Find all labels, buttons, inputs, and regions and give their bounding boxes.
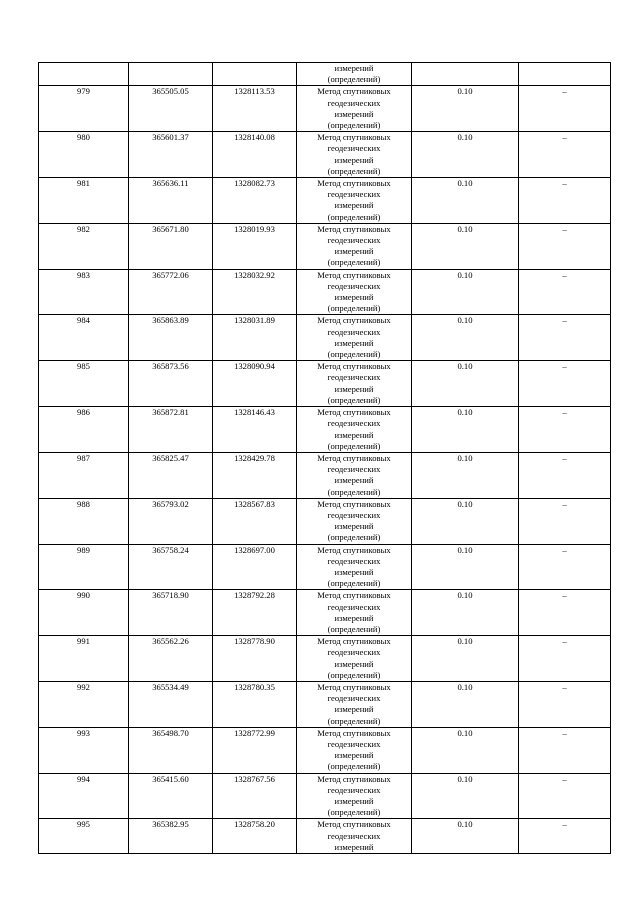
cell-accuracy: 0.10 xyxy=(412,819,519,854)
cell-accuracy: 0.10 xyxy=(412,727,519,773)
cell-x: 365758.24 xyxy=(129,544,213,590)
table-row xyxy=(39,773,611,819)
table-row xyxy=(39,223,611,269)
method-line: Метод спутниковых xyxy=(317,223,391,234)
method-line: измерений xyxy=(334,612,374,623)
method-line: измерений xyxy=(334,383,374,394)
cell-y: 1328140.08 xyxy=(213,132,297,178)
cell-method xyxy=(297,727,412,773)
cell-accuracy: 0.10 xyxy=(412,452,519,498)
coordinates-table xyxy=(38,62,611,854)
method-line: Метод спутниковых xyxy=(317,590,391,601)
method-line: измерений xyxy=(334,796,374,806)
cell-num: 994 xyxy=(39,773,129,819)
method-line: измерений xyxy=(334,108,374,119)
method-line: измерений xyxy=(334,750,374,761)
cell-accuracy: 0.10 xyxy=(412,681,519,727)
method-line: измерений xyxy=(334,704,374,715)
cell-note: – xyxy=(519,727,611,773)
method-line: измерений xyxy=(334,475,374,486)
method-line: измерений xyxy=(334,841,374,852)
method-line: (определений) xyxy=(327,807,381,818)
cell-x: 365382.95 xyxy=(129,819,213,854)
method-line: Метод спутниковых xyxy=(317,269,391,280)
cell-num: 985 xyxy=(39,361,129,407)
cell-y: 1328019.93 xyxy=(213,223,297,269)
method-line: геодезических xyxy=(327,601,381,612)
cell-x: 365772.06 xyxy=(129,269,213,315)
cell-accuracy: 0.10 xyxy=(412,132,519,178)
cell-accuracy: 0.10 xyxy=(412,590,519,636)
cell-y: 1328772.99 xyxy=(213,727,297,773)
cell-num: 993 xyxy=(39,727,129,773)
cell-accuracy: 0.10 xyxy=(412,178,519,224)
method-line: Метод спутниковых xyxy=(317,498,391,509)
cell-y: 1328567.83 xyxy=(213,498,297,544)
table-row xyxy=(39,361,611,407)
cell-method xyxy=(297,544,412,590)
cell-num: 980 xyxy=(39,132,129,178)
method-line: (определений) xyxy=(327,165,381,176)
cell-accuracy xyxy=(412,63,519,86)
cell-x: 365534.49 xyxy=(129,681,213,727)
cell-y: 1328758.20 xyxy=(213,819,297,854)
table-row xyxy=(39,636,611,682)
cell-note: – xyxy=(519,819,611,854)
cell-x: 365601.37 xyxy=(129,132,213,178)
table-row xyxy=(39,819,611,854)
cell-note: – xyxy=(519,178,611,224)
cell-num: 991 xyxy=(39,636,129,682)
method-line: геодезических xyxy=(327,647,381,658)
cell-method xyxy=(297,590,412,636)
table-row xyxy=(39,498,611,544)
method-line: Метод спутниковых xyxy=(317,819,391,830)
cell-accuracy: 0.10 xyxy=(412,773,519,819)
method-line: Метод спутниковых xyxy=(317,86,391,97)
table-row-continuation xyxy=(39,63,611,86)
cell-method xyxy=(297,773,412,819)
cell-note: – xyxy=(519,361,611,407)
method-line: измерений xyxy=(334,658,374,669)
table-row xyxy=(39,86,611,132)
method-line: (определений) xyxy=(327,623,381,634)
method-line: геодезических xyxy=(327,693,381,704)
method-line: геодезических xyxy=(327,784,381,795)
cell-method xyxy=(297,223,412,269)
cell-accuracy: 0.10 xyxy=(412,636,519,682)
cell-note: – xyxy=(519,132,611,178)
cell-num: 983 xyxy=(39,269,129,315)
cell-accuracy: 0.10 xyxy=(412,223,519,269)
method-line: (определений) xyxy=(327,578,381,589)
method-line: Метод спутниковых xyxy=(317,773,391,784)
cell-num: 979 xyxy=(39,86,129,132)
cell-method xyxy=(297,63,412,86)
method-line: геодезических xyxy=(327,464,381,475)
cell-y: 1328031.89 xyxy=(213,315,297,361)
cell-x: 365505.05 xyxy=(129,86,213,132)
cell-x: 365415.60 xyxy=(129,773,213,819)
cell-num: 984 xyxy=(39,315,129,361)
cell-num: 981 xyxy=(39,178,129,224)
table-row xyxy=(39,727,611,773)
cell-note xyxy=(519,63,611,86)
cell-y xyxy=(213,63,297,86)
cell-accuracy: 0.10 xyxy=(412,407,519,453)
method-line: (определений) xyxy=(327,532,381,543)
method-line: (определений) xyxy=(327,394,381,405)
cell-y: 1328032.92 xyxy=(213,269,297,315)
cell-num: 990 xyxy=(39,590,129,636)
cell-num: 987 xyxy=(39,452,129,498)
table-row xyxy=(39,407,611,453)
cell-x: 365718.90 xyxy=(129,590,213,636)
method-line: Метод спутниковых xyxy=(317,407,391,418)
cell-method xyxy=(297,636,412,682)
method-line: (определений) xyxy=(327,120,381,131)
table-row xyxy=(39,269,611,315)
cell-num: 982 xyxy=(39,223,129,269)
method-line: геодезических xyxy=(327,418,381,429)
cell-note: – xyxy=(519,223,611,269)
cell-num: 988 xyxy=(39,498,129,544)
table-row xyxy=(39,315,611,361)
cell-method xyxy=(297,498,412,544)
method-line: Метод спутниковых xyxy=(317,452,391,463)
cell-y: 1328113.53 xyxy=(213,86,297,132)
method-line: измерений xyxy=(334,521,374,532)
method-line: Метод спутниковых xyxy=(317,544,391,555)
method-line: измерений xyxy=(334,246,374,257)
cell-num: 995 xyxy=(39,819,129,854)
method-line: (определений) xyxy=(327,257,381,268)
method-line: измерений xyxy=(334,200,374,211)
cell-note: – xyxy=(519,498,611,544)
cell-x: 365671.80 xyxy=(129,223,213,269)
method-line: (определений) xyxy=(327,211,381,222)
cell-note: – xyxy=(519,544,611,590)
method-line: Метод спутниковых xyxy=(317,727,391,738)
method-line: Метод спутниковых xyxy=(317,178,391,189)
method-line: геодезических xyxy=(327,326,381,337)
method-line: геодезических xyxy=(327,280,381,291)
cell-accuracy: 0.10 xyxy=(412,269,519,315)
cell-x: 365863.89 xyxy=(129,315,213,361)
method-line: (определений) xyxy=(327,74,381,85)
cell-note: – xyxy=(519,452,611,498)
method-line: геодезических xyxy=(327,235,381,246)
cell-method xyxy=(297,178,412,224)
cell-y: 1328697.00 xyxy=(213,544,297,590)
cell-num xyxy=(39,63,129,86)
cell-accuracy: 0.10 xyxy=(412,86,519,132)
cell-x: 365873.56 xyxy=(129,361,213,407)
cell-y: 1328792.28 xyxy=(213,590,297,636)
method-line: (определений) xyxy=(327,349,381,360)
method-line: (определений) xyxy=(327,669,381,680)
cell-y: 1328146.43 xyxy=(213,407,297,453)
method-line: геодезических xyxy=(327,509,381,520)
method-line: Метод спутниковых xyxy=(317,681,391,692)
method-line: (определений) xyxy=(327,761,381,772)
cell-accuracy: 0.10 xyxy=(412,315,519,361)
cell-x: 365793.02 xyxy=(129,498,213,544)
method-line: измерений xyxy=(334,566,374,577)
cell-method xyxy=(297,86,412,132)
cell-note: – xyxy=(519,269,611,315)
cell-note: – xyxy=(519,86,611,132)
method-line: (определений) xyxy=(327,486,381,497)
method-line: (определений) xyxy=(327,303,381,314)
cell-y: 1328767.56 xyxy=(213,773,297,819)
cell-note: – xyxy=(519,315,611,361)
table-row xyxy=(39,452,611,498)
method-line: измерений xyxy=(334,429,374,440)
cell-num: 986 xyxy=(39,407,129,453)
method-line: геодезических xyxy=(327,97,381,108)
cell-method xyxy=(297,361,412,407)
cell-x: 365825.47 xyxy=(129,452,213,498)
method-line: (определений) xyxy=(327,440,381,451)
cell-accuracy: 0.10 xyxy=(412,498,519,544)
method-line: Метод спутниковых xyxy=(317,636,391,647)
cell-note: – xyxy=(519,407,611,453)
cell-method xyxy=(297,681,412,727)
method-line: Метод спутниковых xyxy=(317,315,391,326)
cell-num: 992 xyxy=(39,681,129,727)
cell-method xyxy=(297,819,412,854)
cell-y: 1328090.94 xyxy=(213,361,297,407)
table-row xyxy=(39,132,611,178)
method-line: геодезических xyxy=(327,830,381,841)
method-line: измерений xyxy=(334,63,374,73)
cell-x: 365562.26 xyxy=(129,636,213,682)
method-line: геодезических xyxy=(327,738,381,749)
cell-num: 989 xyxy=(39,544,129,590)
cell-y: 1328429.78 xyxy=(213,452,297,498)
method-line: измерений xyxy=(334,154,374,165)
table-row xyxy=(39,178,611,224)
cell-method xyxy=(297,315,412,361)
cell-y: 1328082.73 xyxy=(213,178,297,224)
cell-y: 1328778.90 xyxy=(213,636,297,682)
cell-x xyxy=(129,63,213,86)
table-body xyxy=(39,63,611,854)
cell-y: 1328780.35 xyxy=(213,681,297,727)
table-row xyxy=(39,681,611,727)
cell-x: 365872.81 xyxy=(129,407,213,453)
cell-x: 365636.11 xyxy=(129,178,213,224)
cell-note: – xyxy=(519,681,611,727)
cell-note: – xyxy=(519,773,611,819)
method-line: геодезических xyxy=(327,555,381,566)
method-line: измерений xyxy=(334,292,374,303)
table-row xyxy=(39,590,611,636)
method-line: (определений) xyxy=(327,715,381,726)
cell-method xyxy=(297,269,412,315)
cell-method xyxy=(297,452,412,498)
cell-note: – xyxy=(519,636,611,682)
table-row xyxy=(39,544,611,590)
method-line: геодезических xyxy=(327,143,381,154)
method-line: геодезических xyxy=(327,372,381,383)
method-line: Метод спутниковых xyxy=(317,361,391,372)
method-line: Метод спутниковых xyxy=(317,132,391,143)
cell-x: 365498.70 xyxy=(129,727,213,773)
cell-note: – xyxy=(519,590,611,636)
cell-accuracy: 0.10 xyxy=(412,361,519,407)
cell-accuracy: 0.10 xyxy=(412,544,519,590)
cell-method xyxy=(297,132,412,178)
method-line: измерений xyxy=(334,337,374,348)
cell-method xyxy=(297,407,412,453)
method-line: геодезических xyxy=(327,189,381,200)
